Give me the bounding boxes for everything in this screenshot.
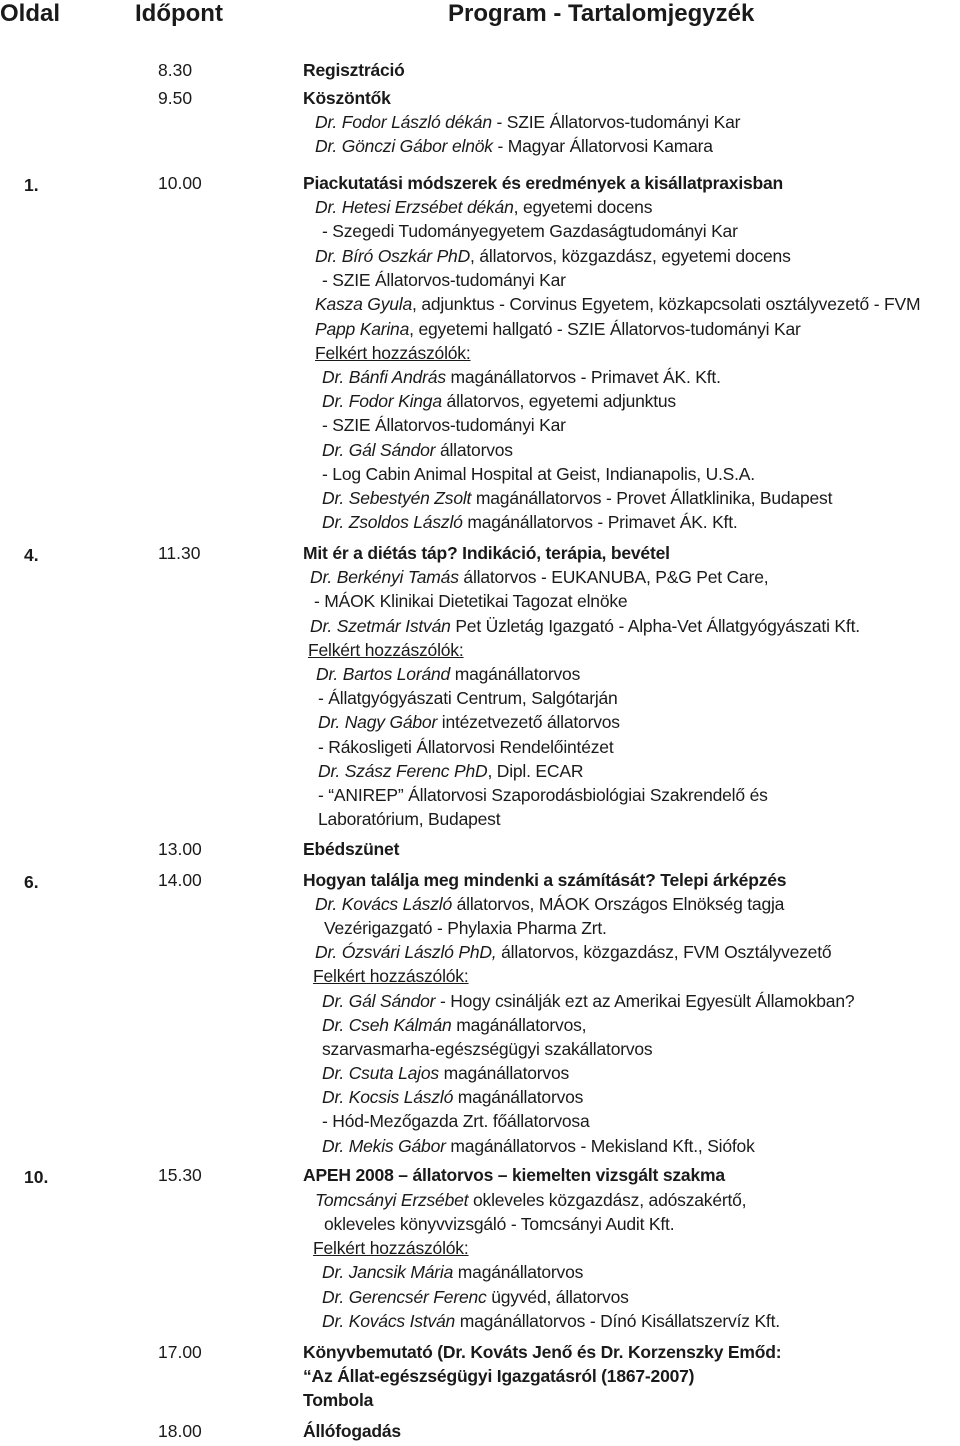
speaker-line: Dr. Gál Sándor - Hogy csinálják ezt az Amerikai Egyesült Államokban? [322, 991, 855, 1011]
page-number: 4. [24, 545, 39, 565]
affiliation-line: - Állatgyógyászati Centrum, Salgótarján [318, 688, 618, 708]
speaker-line: Kasza Gyula, adjunktus - Corvinus Egyetem, közkapcsolati osztályvezető - FVM [315, 294, 921, 314]
header-program: Program - Tartalomjegyzék [448, 0, 755, 27]
affiliation-line: - Log Cabin Animal Hospital at Geist, Indianapolis, U.S.A. [322, 464, 755, 484]
time: 13.00 [158, 839, 202, 859]
invited-commentators-label: Felkért hozzászólók: [313, 1238, 469, 1258]
session-title: Ebédszünet [303, 839, 400, 859]
speaker-line: Dr. Jancsik Mária magánállatorvos [322, 1262, 584, 1282]
time: 17.00 [158, 1342, 202, 1362]
affiliation-line: - “ANIREP” Állatorvosi Szaporodásbiológiai Szakrendelő és [318, 785, 768, 805]
speaker-line: Dr. Gál Sándor állatorvos [322, 440, 513, 460]
session-title: Regisztráció [303, 60, 405, 80]
invited-commentators-label: Felkért hozzászólók: [315, 343, 471, 363]
speaker-line: Dr. Kovács István magánállatorvos - Dínó Kisállatszervíz Kft. [322, 1311, 780, 1331]
speaker-line: Dr. Mekis Gábor magánállatorvos - Mekisland Kft., Siófok [322, 1136, 755, 1156]
speaker-line: Dr. Nagy Gábor intézetvezető állatorvos [318, 712, 620, 732]
speaker-line: Tomcsányi Erzsébet okleveles közgazdász, adószakértő, [315, 1190, 747, 1210]
speaker-line: Dr. Bartos Loránd magánállatorvos [316, 664, 581, 684]
affiliation-line: - Hód-Mezőgazda Zrt. főállatorvosa [322, 1111, 590, 1131]
session-title: Mit ér a diétás táp? Indikáció, terápia, bevétel [303, 543, 670, 563]
affiliation-line: Vezérigazgató - Phylaxia Pharma Zrt. [324, 918, 607, 938]
page-number: 10. [24, 1167, 49, 1187]
speaker-line: Dr. Kovács László állatorvos, MÁOK Országos Elnökség tagja [315, 894, 785, 914]
speaker-line: Dr. Zsoldos László magánállatorvos - Primavet ÁK. Kft. [322, 512, 738, 532]
speaker-line: Dr. Hetesi Erzsébet dékán, egyetemi docens [315, 197, 653, 217]
time: 8.30 [158, 60, 193, 80]
session-subtitle: Tombola [303, 1390, 374, 1410]
affiliation-line: Laboratórium, Budapest [318, 809, 501, 829]
affiliation-line: - SZIE Állatorvos-tudományi Kar [322, 270, 566, 290]
speaker-line: Papp Karina, egyetemi hallgató - SZIE Állatorvos-tudományi Kar [315, 319, 801, 339]
session-title: Piackutatási módszerek és eredmények a kisállatpraxisban [303, 173, 784, 193]
time: 9.50 [158, 88, 193, 108]
speaker-line: Dr. Szász Ferenc PhD, Dipl. ECAR [318, 761, 584, 781]
time: 10.00 [158, 173, 202, 193]
affiliation-line: okleveles könyvvizsgáló - Tomcsányi Audit Kft. [324, 1214, 675, 1234]
header-idopont: Időpont [135, 0, 223, 27]
speaker-line: Dr. Bíró Oszkár PhD, állatorvos, közgazdász, egyetemi docens [315, 246, 791, 266]
page-number: 1. [24, 175, 39, 195]
time: 11.30 [158, 543, 201, 563]
speaker-line: Dr. Bánfi András magánállatorvos - Primavet ÁK. Kft. [322, 367, 721, 387]
speaker-line: Dr. Gerencsér Ferenc ügyvéd, állatorvos [322, 1287, 629, 1307]
page-number: 6. [24, 872, 39, 892]
affiliation-line: - Rákosligeti Állatorvosi Rendelőintézet [318, 737, 614, 757]
affiliation-line: - MÁOK Klinikai Dietetikai Tagozat elnöke [314, 591, 628, 611]
speaker-line: Dr. Ózsvári László PhD, állatorvos, közgazdász, FVM Osztályvezető [315, 942, 832, 962]
session-title: Hogyan találja meg mindenki a számítását? Telepi árképzés [303, 870, 787, 890]
speaker-line: Dr. Cseh Kálmán magánállatorvos, [322, 1015, 587, 1035]
session-title: Könyvbemutató (Dr. Kováts Jenő és Dr. Korzenszky Emőd: [303, 1342, 782, 1362]
session-title: Köszöntők [303, 88, 391, 108]
speaker-line: Dr. Fodor Kinga állatorvos, egyetemi adjunktus [322, 391, 676, 411]
header-oldal: Oldal [0, 0, 61, 27]
invited-commentators-label: Felkért hozzászólók: [308, 640, 464, 660]
session-title: APEH 2008 – állatorvos – kiemelten vizsgált szakma [303, 1165, 725, 1185]
session-subtitle: “Az Állat-egészségügyi Igazgatásról (1867-2007) [303, 1366, 695, 1386]
speaker-line: Dr. Kocsis László magánállatorvos [322, 1087, 584, 1107]
session-title: Állófogadás [303, 1421, 401, 1441]
time: 14.00 [158, 870, 202, 890]
time: 15.30 [158, 1165, 202, 1185]
speaker-line: Dr. Gönczi Gábor elnök - Magyar Állatorvosi Kamara [315, 136, 713, 156]
invited-commentators-label: Felkért hozzászólók: [313, 966, 469, 986]
affiliation-line: - SZIE Állatorvos-tudományi Kar [322, 415, 566, 435]
speaker-line: Dr. Csuta Lajos magánállatorvos [322, 1063, 570, 1083]
speaker-line: Dr. Berkényi Tamás állatorvos - EUKANUBA, P&G Pet Care, [310, 567, 769, 587]
speaker-line: Dr. Szetmár István Pet Üzletág Igazgató - Alpha-Vet Állatgyógyászati Kft. [310, 616, 860, 636]
speaker-line: Dr. Fodor László dékán - SZIE Állatorvos-tudományi Kar [315, 112, 741, 132]
time: 18.00 [158, 1421, 202, 1441]
affiliation-line: szarvasmarha-egészségügyi szakállatorvos [322, 1039, 653, 1059]
affiliation-line: - Szegedi Tudományegyetem Gazdaságtudományi Kar [322, 221, 738, 241]
speaker-line: Dr. Sebestyén Zsolt magánállatorvos - Provet Állatklinika, Budapest [322, 488, 833, 508]
